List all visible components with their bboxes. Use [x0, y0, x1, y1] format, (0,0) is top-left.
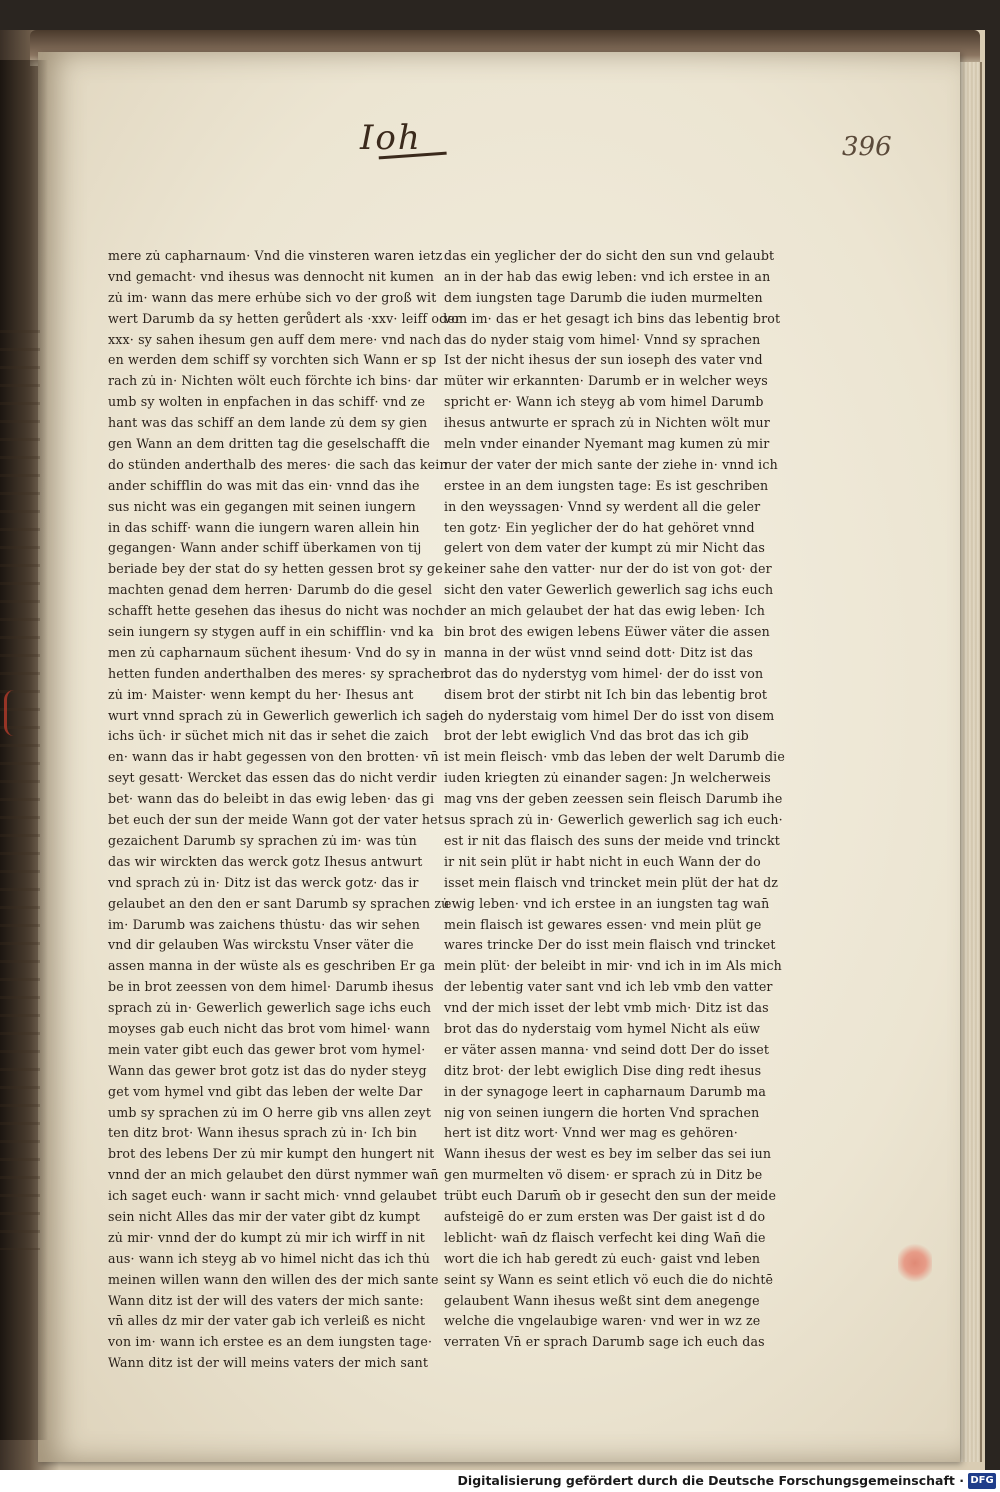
text-line: erstee in an dem iungsten tage: Es ist geschriben: [444, 477, 769, 493]
text-line: vn̄ alles dz mir der vater gab ich verleiß es nicht: [108, 1313, 426, 1329]
rubric-mark: [4, 690, 27, 736]
text-line: welche die vngelaubige waren· vnd wer in wz ze: [444, 1313, 761, 1329]
text-line: nig von seinen iungern die horten Vnd sprachen: [444, 1104, 760, 1120]
text-line: im· Darumb was zaichens thu̇stu· das wir sehen: [108, 916, 420, 932]
text-line: gezaichent Darumb sy sprachen zu̇ im· was tu̇n: [108, 832, 417, 848]
text-line: ist mein fleisch· vmb das leben der welt Darumb die: [444, 749, 785, 765]
text-line: be in brot zeessen von dem himel· Darumb ihesus: [108, 979, 434, 995]
text-line: ten ditz brot· Wann ihesus sprach zu̇ in· Ich bin: [108, 1125, 418, 1141]
text-line: est ir nit das flaisch des suns der meide vnd trinckt: [444, 832, 780, 848]
text-line: brot das do nyderstyg vom himel· der do isst von: [444, 665, 764, 681]
text-line: von im· das er het gesagt ich bins das lebentig brot: [444, 310, 781, 326]
text-line: sein iungern sy stygen auff in ein schifflin· vnd ka: [108, 624, 434, 640]
text-line: wort die ich hab geredt zu̇ euch· gaist vnd leben: [444, 1250, 761, 1266]
text-line: brot der lebt ewiglich Vnd das brot das ich gib: [444, 728, 749, 744]
text-line: vnd sprach zu̇ in· Ditz ist das werck gotz· das ir: [108, 874, 419, 890]
text-line: seyt gesatt· Wercket das essen das do nicht verdir: [108, 770, 437, 786]
text-line: verraten Vn̄ er sprach Darumb sage ich euch das: [444, 1334, 765, 1350]
text-line: das wir wirckten das werck gotz Ihesus antwurt: [108, 853, 423, 869]
text-line: moyses gab euch nicht das brot vom himel· wann: [108, 1020, 431, 1036]
text-line: seint sy Wann es seint etlich vö euch die do nichtē: [444, 1271, 774, 1287]
text-line: in den weyssagen· Vnnd sy werdent all die geler: [444, 498, 761, 514]
text-line: sus nicht was ein gegangen mit seinen iungern: [108, 498, 416, 514]
text-line: in das schiff· wann die iungern waren allein hin: [108, 519, 420, 535]
text-line: hetten funden anderthalben des meres· sy sprachen: [108, 665, 449, 681]
text-line: ihesus antwurte er sprach zu̇ in Nichten wölt mur: [444, 415, 770, 431]
text-line: hant was das schiff an dem lande zu̇ dem sy gien: [108, 415, 428, 431]
text-line: assen manna in der wüste als es geschriben Er ga: [108, 958, 436, 974]
text-line: gen Wann an dem dritten tag die geselschafft die: [108, 436, 430, 452]
text-line: isset mein flaisch vnd trincket mein plüt der hat dz: [444, 874, 779, 890]
text-line: dem iungsten tage Darumb die iuden murmelten: [444, 289, 763, 305]
text-line: rach zu̇ in· Nichten wölt euch förchte ich bins· dar: [108, 373, 438, 389]
text-line: Wann ditz ist der will des vaters der mich sante:: [108, 1292, 424, 1308]
text-line: sein nicht Alles das mir der vater gibt dz kumpt: [108, 1208, 421, 1224]
text-line: Wann ihesus der west es bey im selber das sei iun: [444, 1146, 772, 1162]
text-line: trübt euch Darum̄ ob ir gesecht den sun der meide: [444, 1188, 777, 1204]
text-line: wert Darumb da sy hetten gerůdert als ·xxv· leiff oder: [108, 310, 462, 326]
text-line: do stünden anderthalb des meres· die sach das kein: [108, 456, 448, 472]
text-line: das do nyder staig vom himel· Vnnd sy sprachen: [444, 331, 761, 347]
text-line: aufsteigē do er zum ersten was Der gaist ist d do: [444, 1208, 766, 1224]
text-column-left: [108, 246, 462, 1374]
text-line: leblicht· wan̄ dz flaisch verfecht kei ding Wan̄ die: [444, 1229, 766, 1245]
footer-bar: [0, 1470, 1000, 1492]
text-line: mein vater gibt euch das gewer brot vom hymel·: [108, 1041, 426, 1057]
text-line: gelaubent Wann ihesus weßt sint dem anegenge: [444, 1292, 760, 1308]
text-line: umb sy sprachen zu̇ im O herre gib vns allen zeyt: [108, 1104, 432, 1120]
text-line: beriade bey der stat do sy hetten gessen brot sy ge: [108, 561, 443, 577]
text-line: en werden dem schiff sy vorchten sich Wann er sp: [108, 352, 437, 368]
text-line: von im· wann ich erstee es an dem iungsten tage·: [108, 1334, 433, 1350]
text-line: sicht den vater Gewerlich gewerlich sag ichs euch: [444, 582, 774, 598]
text-line: wares trincke Der do isst mein flaisch vnd trincket: [444, 937, 776, 953]
text-line: zu̇ mir· vnnd der do kumpt zu̇ mir ich wirff in nit: [108, 1229, 425, 1245]
text-line: men zu̇ capharnaum süchent ihesum· Vnd do sy in: [108, 644, 437, 660]
red-stain: [898, 1242, 932, 1284]
text-line: ewig leben· vnd ich erstee in an iungsten tag wan̄: [444, 895, 770, 911]
text-line: spricht er· Wann ich steyg ab vom himel Darumb: [444, 394, 764, 410]
text-line: meinen willen wann den willen des der mich sante: [108, 1271, 439, 1287]
previous-page-fragment: [0, 330, 40, 1250]
text-line: Wann das gewer brot gotz ist das do nyder steyg: [108, 1062, 427, 1078]
text-line: gen murmelten vö disem· er sprach zu̇ in Ditz be: [444, 1167, 763, 1183]
text-line: Wann ditz ist der will meins vaters der mich sant: [108, 1355, 429, 1371]
text-line: Ist der nicht ihesus der sun ioseph des vater vnd: [444, 352, 763, 368]
text-line: bet euch der sun der meide Wann got der vater het: [108, 812, 443, 828]
text-line: aus· wann ich steyg ab vo himel nicht das ich thu̇: [108, 1250, 431, 1266]
text-line: manna in der wüst vnnd seind dott· Ditz ist das: [444, 644, 754, 660]
text-line: vnd dir gelauben Was wirckstu Vnser väter die: [108, 937, 414, 953]
text-line: ten gotz· Ein yeglicher der do hat gehöret vnnd: [444, 519, 755, 535]
text-line: meln vnder einander Nyemant mag kumen zu̇ mir: [444, 436, 770, 452]
text-line: hert ist ditz wort· Vnnd wer mag es gehören·: [444, 1125, 738, 1141]
text-line: der an mich gelaubet der hat das ewig leben· Ich: [444, 603, 766, 619]
text-line: brot des lebens Der zu̇ mir kumpt den hungert nit: [108, 1146, 435, 1162]
text-line: vnd der mich isset der lebt vmb mich· Ditz ist das: [444, 1000, 769, 1016]
text-line: bet· wann das do beleibt in das ewig leben· das gi: [108, 791, 435, 807]
text-line: der lebentig vater sant vnd ich leb vmb den vatter: [444, 979, 773, 995]
text-line: gelaubet an den den er sant Darumb sy sprachen zu̇: [108, 895, 450, 911]
text-line: mein flaisch ist gewares essen· vnd mein plüt ge: [444, 916, 762, 932]
text-line: das ein yeglicher der do sicht den sun vnd gelaubt: [444, 248, 775, 263]
text-line: disem brot der stirbt nit Ich bin das lebentig brot: [444, 686, 768, 702]
text-line: zu̇ im· Maister· wenn kempt du her· Ihesus ant: [108, 686, 414, 702]
text-line: keiner sahe den vatter· nur der do ist von got· der: [444, 561, 772, 577]
text-line: vnd gemacht· vnd ihesus was dennocht nit kumen: [108, 268, 435, 284]
dfg-logo-icon: DFG: [968, 1473, 996, 1489]
text-line: in der synagoge leert in capharnaum Darumb ma: [444, 1083, 767, 1099]
text-line: mag vns der geben zeessen sein fleisch Darumb ihe: [444, 791, 783, 807]
text-line: machten genad dem herren· Darumb do die gesel: [108, 582, 433, 598]
text-line: an in der hab das ewig leben: vnd ich erstee in an: [444, 268, 771, 284]
text-line: ich saget euch· wann ir sacht mich· vnnd gelaubet: [108, 1188, 437, 1204]
text-line: wurt vnnd sprach zu̇ in Gewerlich gewerlich ich sage: [108, 707, 456, 723]
text-line: vnnd der an mich gelaubet den dürst nymmer wan̄: [108, 1167, 439, 1183]
text-line: nur der vater der mich sante der ziehe in· vnnd ich: [444, 456, 778, 472]
text-line: gegangen· Wann ander schiff überkamen von tij: [108, 540, 422, 556]
text-line: ichs üch· ir süchet mich nit das ir sehet die zaich: [108, 728, 429, 744]
text-line: gelert von dem vater der kumpt zu̇ mir Nicht das: [444, 540, 765, 556]
text-line: ir nit sein plüt ir habt nicht in euch Wann der do: [444, 853, 761, 869]
text-line: xxx· sy sahen ihesum gen auff dem mere· vnd nach: [108, 331, 441, 347]
text-line: er väter assen manna· vnd seind dott Der do isset: [444, 1041, 770, 1057]
text-line: sprach zu̇ in· Gewerlich gewerlich sage ichs euch: [108, 1000, 432, 1016]
text-line: mein plüt· der beleibt in mir· vnd ich in im Als mich: [444, 958, 782, 974]
text-line: ditz brot· der lebt ewiglich Dise ding redt ihesus: [444, 1062, 762, 1078]
text-line: müter wir erkannten· Darumb er in welcher weys: [444, 373, 768, 389]
text-line: bin brot des ewigen lebens Eüwer väter die assen: [444, 624, 770, 640]
text-line: umb sy wolten in enpfachen in das schiff· vnd ze: [108, 394, 426, 410]
text-line: zu̇ im· wann das mere erhu̇be sich vo der groß wi̇t: [108, 289, 437, 305]
text-line: get vom hymel vnd gibt das leben der welte Dar: [108, 1083, 423, 1099]
funding-credit: Digitalisierung gefördert durch die Deutsche Forschungsgemeinschaft ·: [457, 1473, 964, 1488]
text-line: schafft hette gesehen das ihesus do nicht was noch: [108, 603, 444, 619]
text-column-right: [444, 246, 785, 1353]
text-line: ander schifflin do was mit das ein· vnnd das ihe: [108, 477, 420, 493]
text-line: ich do nyderstaig vom himel Der do isst von disem: [444, 707, 775, 723]
text-line: sus sprach zu̇ in· Gewerlich gewerlich sag ich euch·: [444, 812, 783, 828]
handwritten-heading: Ioh: [360, 118, 422, 158]
folio-number: 396: [842, 132, 892, 162]
text-line: mere zu̇ capharnaum· Vnd die vinsteren waren ietz: [108, 248, 443, 263]
text-line: iuden kriegten zu̇ einander sagen: Jn welcherweis: [444, 770, 771, 786]
text-line: brot das do nyderstaig vom hymel Nicht als eüw: [444, 1020, 761, 1036]
text-line: en· wann das ir habt gegessen von den brotten· vn̄: [108, 749, 439, 765]
